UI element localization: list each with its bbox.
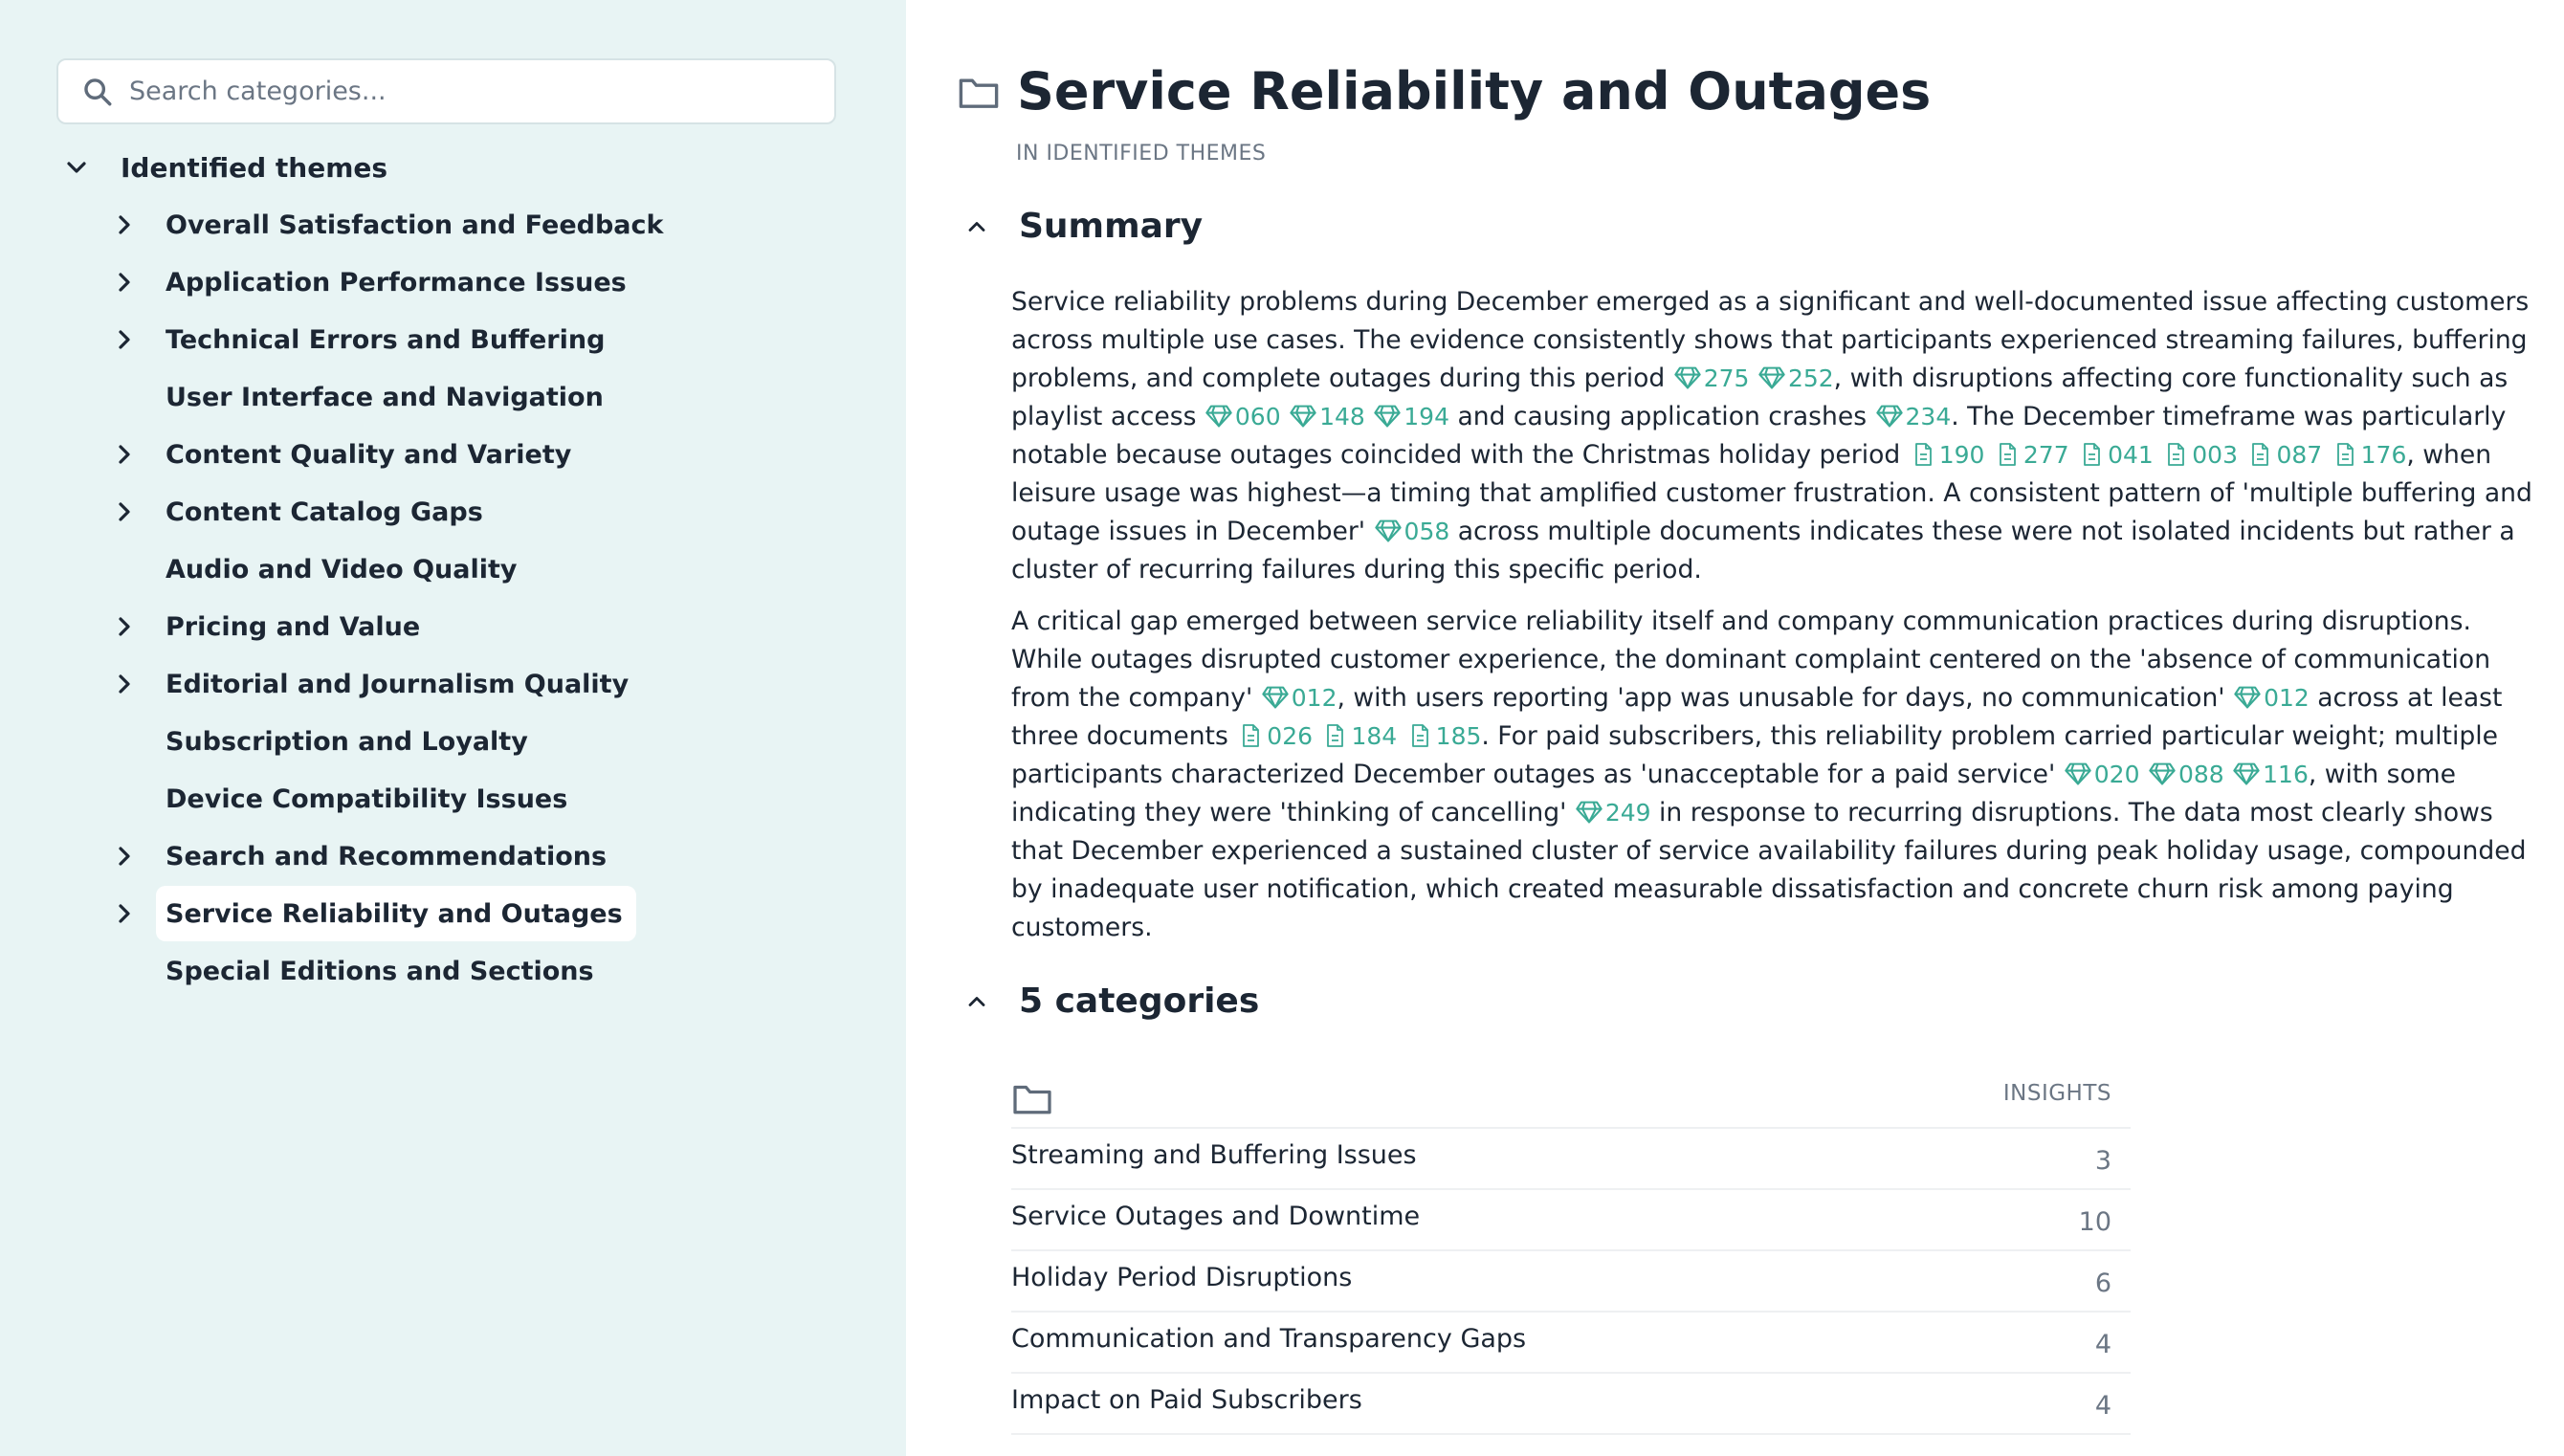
sidebar-item[interactable] <box>156 427 585 482</box>
gem-icon <box>1575 800 1603 825</box>
main-panel <box>906 0 2564 1456</box>
summary-text-segment: , with some indicating they were 'thinking of cancelling' <box>1011 760 2457 827</box>
gem-icon <box>1289 404 1317 429</box>
insight-reference[interactable] <box>1289 403 1365 430</box>
summary-text-segment: across multiple documents indicates these were not isolated incidents but rather a cluster of recurring failures during this specific period. <box>1011 517 2515 585</box>
insight-reference[interactable] <box>1373 403 1449 430</box>
reference-id: 176 <box>2360 441 2407 469</box>
reference-id: 277 <box>2022 441 2069 469</box>
reference-id: 116 <box>2263 761 2309 788</box>
gem-icon <box>1261 685 1290 710</box>
table-header <box>1011 1066 2131 1129</box>
tree-root-label: Identified themes <box>121 151 388 184</box>
document-icon <box>2161 442 2190 467</box>
chevron-up-icon[interactable] <box>963 988 990 1015</box>
sidebar-item-label: Special Editions and Sections <box>166 956 594 986</box>
sidebar-item-label: Content Catalog Gaps <box>166 496 483 527</box>
insight-reference[interactable] <box>1575 799 1651 827</box>
sidebar-item[interactable] <box>156 541 531 597</box>
sidebar-item[interactable] <box>156 484 497 540</box>
sidebar-item[interactable] <box>156 599 433 654</box>
insight-reference[interactable] <box>1261 684 1337 712</box>
summary-text-segment: , with users reporting 'app was unusable for days, no communication' <box>1337 683 2234 713</box>
sidebar-item[interactable] <box>156 943 608 999</box>
reference-id: 184 <box>1351 722 1398 750</box>
category-name: Holiday Period Disruptions <box>1011 1263 1353 1292</box>
document-icon <box>1405 723 1434 748</box>
summary-text-segment: . The December timeframe was particularly notable because outages coincided with the Christmas holiday period <box>1011 402 2507 470</box>
folder-icon <box>1011 1081 1053 1115</box>
summary-text <box>1011 283 2542 960</box>
breadcrumb: IN IDENTIFIED THEMES <box>1016 142 1267 165</box>
gem-icon <box>1205 404 1233 429</box>
category-name: Communication and Transparency Gaps <box>1011 1324 1527 1354</box>
reference-id: 252 <box>1787 364 1834 392</box>
chevron-right-icon[interactable] <box>109 611 140 642</box>
summary-text-segment: Service reliability problems during December emerged as a significant and well-documented issue affecting customers across multiple use cases. The evidence consistently shows that participants experienced streaming failures, buffering problems, and complete outages during this period <box>1011 287 2530 393</box>
sidebar-item-label: User Interface and Navigation <box>166 382 604 412</box>
summary-text-segment: A critical gap emerged between service reliability itself and company communication practices during disruptions. While outages disrupted customer experience, the dominant complaint centered on the 'absence of communication from the company' <box>1011 607 2491 713</box>
gem-icon <box>1673 365 1702 390</box>
chevron-right-icon[interactable] <box>109 267 140 298</box>
reference-id: 087 <box>2276 441 2323 469</box>
document-reference[interactable] <box>2331 441 2407 469</box>
sidebar-item[interactable] <box>156 828 620 884</box>
reference-id: 234 <box>1905 403 1952 430</box>
sidebar-item-label: Pricing and Value <box>166 611 421 642</box>
category-name: Impact on Paid Subscribers <box>1011 1385 1362 1415</box>
reference-id: 041 <box>2108 441 2154 469</box>
insight-reference[interactable] <box>1757 364 1834 392</box>
reference-id: 088 <box>2177 761 2224 788</box>
insight-reference[interactable] <box>1374 518 1450 545</box>
gem-icon <box>1757 365 1786 390</box>
page-header <box>958 61 1931 121</box>
gem-icon <box>2232 761 2261 786</box>
document-icon <box>1320 723 1349 748</box>
sidebar-item-label: Content Quality and Variety <box>166 439 572 470</box>
insight-reference[interactable] <box>2232 761 2309 788</box>
folder-icon <box>958 74 1000 110</box>
reference-id: 275 <box>1703 364 1750 392</box>
sidebar-item-label: Audio and Video Quality <box>166 554 518 585</box>
chevron-right-icon[interactable] <box>109 841 140 871</box>
reference-id: 194 <box>1404 403 1449 430</box>
sidebar-item[interactable] <box>156 886 636 941</box>
summary-text-segment: . For paid subscribers, this reliability problem carried particular weight; multiple participants characterized December outages as 'unacceptable for a paid service' <box>1011 721 2498 789</box>
insight-count: 4 <box>2094 1391 2111 1421</box>
chevron-right-icon[interactable] <box>109 324 140 355</box>
sidebar-item[interactable] <box>156 197 677 253</box>
gem-icon <box>2148 761 2177 786</box>
chevron-right-icon[interactable] <box>109 210 140 240</box>
chevron-up-icon[interactable] <box>963 213 990 240</box>
sidebar-item-label: Subscription and Loyalty <box>166 726 528 757</box>
insight-reference[interactable] <box>2064 761 2140 788</box>
reference-id: 060 <box>1234 403 1281 430</box>
reference-id: 026 <box>1267 722 1314 750</box>
sidebar-item-label: Technical Errors and Buffering <box>166 324 606 355</box>
sidebar-item-label: Overall Satisfaction and Feedback <box>166 210 664 240</box>
summary-heading: Summary <box>1019 207 1204 246</box>
summary-text-segment: and causing application crashes <box>1448 402 1875 431</box>
category-name: Streaming and Buffering Issues <box>1011 1140 1417 1170</box>
summary-text-segment: across at least three documents <box>1011 683 2503 751</box>
document-reference[interactable] <box>2245 441 2322 469</box>
sidebar-item[interactable] <box>156 771 581 827</box>
insight-reference[interactable] <box>1205 403 1281 430</box>
document-icon <box>1236 723 1265 748</box>
sidebar-item[interactable] <box>156 656 642 712</box>
document-reference[interactable] <box>1993 441 2069 469</box>
search-icon <box>81 76 114 108</box>
sidebar-item[interactable] <box>156 714 542 769</box>
chevron-right-icon[interactable] <box>109 496 140 527</box>
table-row[interactable] <box>1011 1313 2131 1374</box>
table-row[interactable] <box>1011 1129 2131 1190</box>
document-icon <box>2245 442 2274 467</box>
table-row[interactable] <box>1011 1190 2131 1251</box>
document-reference[interactable] <box>2077 441 2154 469</box>
sidebar-item[interactable] <box>156 369 617 425</box>
table-row[interactable] <box>1011 1374 2131 1435</box>
reference-id: 058 <box>1404 518 1450 545</box>
summary-text-segment: in response to recurring disruptions. The data most clearly shows that December experienced a sustained cluster of service availability failures during peak holiday usage, compounded by inadequate user notification, which created measurable dissatisfaction and concrete churn risk among paying customers. <box>1011 798 2527 942</box>
chevron-right-icon[interactable] <box>109 439 140 470</box>
sidebar-item-label: Device Compatibility Issues <box>166 783 568 814</box>
reference-id: 249 <box>1604 799 1651 827</box>
chevron-right-icon[interactable] <box>109 669 140 699</box>
insights-column-header: INSIGHTS <box>2002 1081 2111 1106</box>
sidebar-item-label: Service Reliability and Outages <box>166 898 623 929</box>
summary-text-segment: , when leisure usage was highest—a timing that amplified customer frustration. A consistent pattern of 'multiple buffering and outage issues in December' <box>1011 440 2532 546</box>
search-input[interactable] <box>129 77 799 106</box>
insight-reference[interactable] <box>2233 684 2310 712</box>
gem-icon <box>1374 518 1403 543</box>
reference-id: 148 <box>1319 403 1365 430</box>
categories-section-toggle[interactable] <box>963 982 1259 1021</box>
search-box[interactable] <box>56 58 836 124</box>
summary-paragraph <box>1011 283 2542 589</box>
sidebar-item-label: Search and Recommendations <box>166 841 608 871</box>
insight-reference[interactable] <box>1875 403 1952 430</box>
insight-count: 4 <box>2094 1330 2111 1359</box>
categories-table <box>1011 1066 2131 1435</box>
document-icon <box>1909 442 1937 467</box>
reference-id: 020 <box>2093 761 2140 788</box>
sidebar-item-label: Application Performance Issues <box>166 267 627 298</box>
summary-paragraph <box>1011 603 2542 947</box>
category-name: Service Outages and Downtime <box>1011 1202 1421 1231</box>
gem-icon <box>1373 404 1402 429</box>
insight-count: 3 <box>2094 1146 2111 1176</box>
page-title: Service Reliability and Outages <box>1017 61 1932 121</box>
chevron-right-icon[interactable] <box>109 898 140 929</box>
insight-count: 10 <box>2078 1207 2111 1237</box>
summary-text-segment: , with disruptions affecting core functionality such as playlist access <box>1011 364 2509 431</box>
reference-id: 003 <box>2192 441 2238 469</box>
insight-reference[interactable] <box>2148 761 2224 788</box>
document-reference[interactable] <box>1909 441 1985 469</box>
sidebar-item-label: Editorial and Journalism Quality <box>166 669 630 699</box>
document-reference[interactable] <box>1236 722 1313 750</box>
table-row[interactable] <box>1011 1251 2131 1313</box>
document-icon <box>2077 442 2106 467</box>
reference-id: 012 <box>2264 684 2310 712</box>
document-icon <box>2331 442 2359 467</box>
document-icon <box>1993 442 2022 467</box>
summary-section-toggle[interactable] <box>963 207 1203 246</box>
sidebar-item[interactable] <box>156 312 618 367</box>
tree-root-identified-themes[interactable] <box>61 148 387 187</box>
sidebar <box>0 0 906 1456</box>
sidebar-item[interactable] <box>156 254 640 310</box>
insight-count: 6 <box>2094 1268 2111 1298</box>
reference-id: 185 <box>1435 722 1482 750</box>
gem-icon <box>2233 685 2262 710</box>
gem-icon <box>2064 761 2092 786</box>
reference-id: 012 <box>1291 684 1337 712</box>
categories-heading: 5 categories <box>1019 982 1260 1021</box>
chevron-down-icon[interactable] <box>61 152 92 183</box>
document-reference[interactable] <box>2161 441 2238 469</box>
insight-reference[interactable] <box>1673 364 1750 392</box>
reference-id: 190 <box>1938 441 1985 469</box>
gem-icon <box>1875 404 1904 429</box>
document-reference[interactable] <box>1320 722 1397 750</box>
document-reference[interactable] <box>1405 722 1482 750</box>
